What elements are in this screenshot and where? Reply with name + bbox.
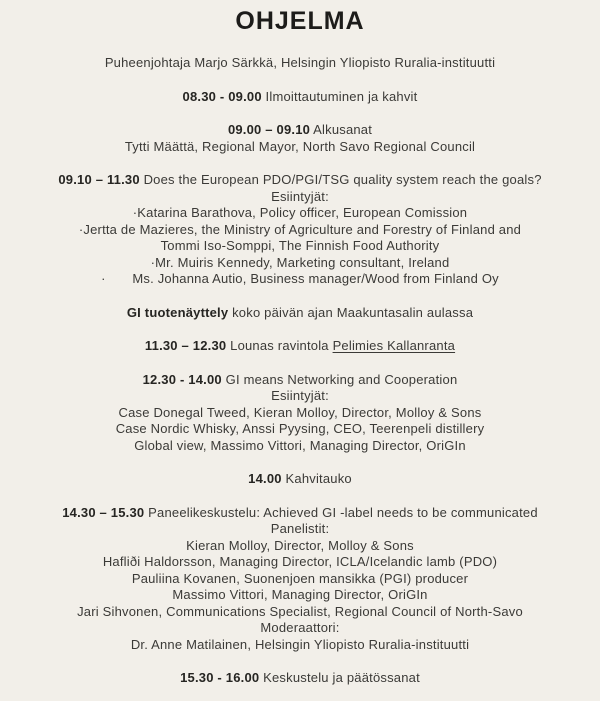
text-segment: Ilmoittautuminen ja kahvit <box>261 88 418 104</box>
program-line <box>0 620 600 637</box>
program-line <box>0 604 600 621</box>
text-segment: koko päivän ajan Maakuntasalin aulassa <box>228 304 474 320</box>
program-line <box>0 372 600 389</box>
program-line <box>0 255 600 272</box>
text-segment: Moderaattori: <box>260 620 340 635</box>
program-block <box>0 471 600 488</box>
restaurant-link[interactable]: Pelimies Kallanranta <box>332 338 456 353</box>
program-line <box>0 505 600 522</box>
time-label: 09.10 – 11.30 <box>58 172 140 187</box>
program-line <box>0 305 600 322</box>
text-segment: Puheenjohtaja Marjo Särkkä, Helsingin Yliopisto Ruralia-instituutti <box>104 55 496 70</box>
program-block <box>0 372 600 455</box>
time-label: 15.30 - 16.00 <box>180 670 260 685</box>
page-title: OHJELMA <box>235 7 365 35</box>
program-line <box>0 338 600 355</box>
time-label: 12.30 - 14.00 <box>142 371 222 387</box>
text-segment: Case Donegal Tweed, Kieran Molloy, Director, Molloy & Sons <box>118 404 482 420</box>
text-segment: Tytti Määttä, Regional Mayor, North Savo Regional Council <box>124 138 476 154</box>
program-line <box>0 670 600 687</box>
time-label: 14.00 <box>248 471 282 486</box>
text-segment: Massimo Vittori, Managing Director, OriGIn <box>172 587 428 602</box>
program-line <box>0 571 600 588</box>
program-line <box>0 172 600 189</box>
text-segment: Alkusanat <box>310 122 373 137</box>
program-line <box>0 538 600 555</box>
text-segment: ·Katarina Barathova, Policy officer, European Comission <box>132 205 468 220</box>
program-line <box>0 438 600 455</box>
exhibition-label: GI tuotenäyttely <box>126 304 229 320</box>
program-line <box>0 521 600 538</box>
program-line <box>0 139 600 156</box>
time-label: 14.30 – 15.30 <box>62 504 145 520</box>
program-line <box>0 388 600 405</box>
text-segment: Dr. Anne Matilainen, Helsingin Yliopisto Ruralia-instituutti <box>130 636 470 652</box>
text-segment: Global view, Massimo Vittori, Managing Director, OriGIn <box>134 437 466 453</box>
text-segment: Lounas ravintola <box>226 338 333 353</box>
text-segment: Hafliði Haldorsson, Managing Director, ICLA/Icelandic lamb (PDO) <box>102 554 498 569</box>
text-segment: Esiintyjät: <box>271 188 329 204</box>
program-line <box>0 222 600 239</box>
program-block <box>0 670 600 687</box>
time-label: 11.30 – 12.30 <box>144 338 227 353</box>
program-line <box>0 421 600 438</box>
program-line <box>0 89 600 106</box>
text-segment: ·Mr. Muiris Kennedy, Marketing consultant, Ireland <box>150 254 450 270</box>
program-line <box>0 637 600 654</box>
program-line <box>0 405 600 422</box>
program-blocks <box>0 55 600 687</box>
program-line <box>0 122 600 139</box>
time-label: 09.00 – 09.10 <box>227 122 311 137</box>
text-segment: Does the European PDO/PGI/TSG quality system reach the goals? <box>139 172 542 187</box>
text-segment: GI means Networking and Cooperation <box>221 371 458 387</box>
program-block <box>0 122 600 155</box>
text-segment: · Ms. Johanna Autio, Business manager/Wood from Finland Oy <box>101 271 499 286</box>
program-line <box>0 238 600 255</box>
program-line <box>0 55 600 72</box>
text-segment: Kieran Molloy, Director, Molloy & Sons <box>186 537 414 553</box>
program-line <box>0 271 600 288</box>
program-line <box>0 205 600 222</box>
program-block <box>0 55 600 72</box>
program-line <box>0 189 600 206</box>
text-segment: Tommi Iso-Somppi, The Finnish Food Authority <box>160 238 440 253</box>
program-block <box>0 89 600 106</box>
text-segment: ·Jertta de Mazieres, the Ministry of Agriculture and Forestry of Finland and <box>78 221 522 237</box>
text-segment: Esiintyjät: <box>271 388 329 403</box>
text-segment: Paneelikeskustelu: Achieved GI -label needs to be communicated <box>144 504 538 520</box>
program-block <box>0 305 600 322</box>
time-label: 08.30 - 09.00 <box>182 88 262 104</box>
text-segment: Keskustelu ja päätössanat <box>259 670 420 685</box>
program-block <box>0 505 600 654</box>
program-block <box>0 172 600 288</box>
program-line <box>0 471 600 488</box>
text-segment: Pauliina Kovanen, Suonenjoen mansikka (PGI) producer <box>131 570 469 586</box>
text-segment: Kahvitauko <box>281 471 352 486</box>
program-block <box>0 338 600 355</box>
program-line <box>0 587 600 604</box>
text-segment: Panelistit: <box>270 521 330 536</box>
program-line <box>0 554 600 571</box>
text-segment: Jari Sihvonen, Communications Specialist, Regional Council of North-Savo <box>77 603 523 619</box>
text-segment: Case Nordic Whisky, Anssi Pyysing, CEO, Teerenpeli distillery <box>115 421 485 436</box>
